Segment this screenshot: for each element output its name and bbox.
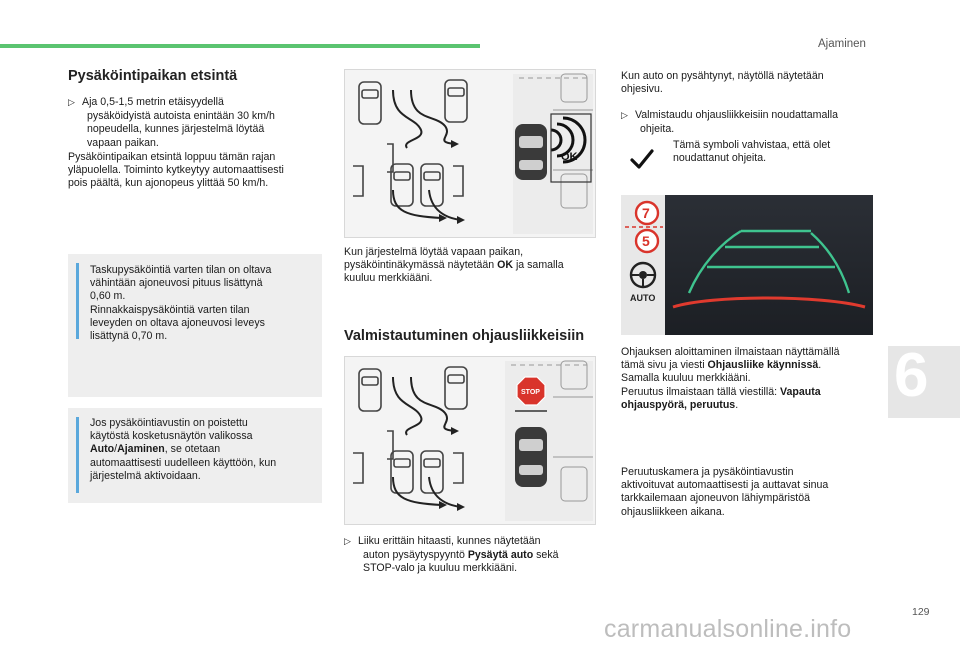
info-bar [76, 417, 79, 493]
instruction-bullet: ▷ Aja 0,5-1,5 metrin etäisyydellä pysäköidyistä autoista enintään 30 km/h nopeudella, kunnes järjestelmä löytää vapaan paikan. [68, 96, 275, 149]
search-limit-paragraph: Pysäköintipaikan etsintä loppuu tämän rajan yläpuolella. Toiminto kytkeytyy automaattisesti pois päältä, kun ajonopeus ylittää 50 km/h. [68, 151, 284, 190]
page-title: Pysäköintipaikan etsintä [68, 68, 238, 84]
watermark: carmanualsonline.info [604, 615, 852, 643]
checkmark-icon [629, 146, 655, 172]
stop-instruction-bullet: ▷ Liiku erittäin hitaasti, kunnes näytetään auton pysäytyspyyntö Pysäytä auto sekä STOP-valo ja kuuluu merkkiääni. [344, 535, 559, 575]
checkmark-explanation: Tämä symboli vahvistaa, että olet noudattanut ohjeita. [673, 139, 831, 165]
manoeuvre-start-paragraph: Ohjauksen aloittaminen ilmaistaan näyttämällä tämä sivu ja viesti Ohjausliike käynnissä. Samalla kuuluu merkkiääni. Peruutus ilmaistaan tällä viestillä: Vapauta ohjauspyörä, peruutus. [621, 346, 840, 411]
info-box-reactivation: Jos pysäköintiavustin on poistettu käytöstä kosketusnäytön valikossa Auto/Ajaminen, se otetaan automaattisesti uudelleen käyttöön, kun järjestelmä aktivoidaan. [68, 408, 322, 503]
info-box-dimensions: Taskupysäköintiä varten tilan on oltava vähintään ajoneuvosi pituus lisättynä 0,60 m. Rinnakkaispysäköintiä varten tilan leveyden on oltava ajoneuvosi leveys lisättynä 0,70 m. [68, 254, 322, 397]
parking-diagram-ok [345, 70, 595, 237]
step-5-icon [636, 230, 658, 252]
info-bar [76, 263, 79, 339]
parking-diagram-stop [345, 357, 595, 524]
svg-text:7: 7 [642, 205, 650, 221]
camera-paragraph: Peruutuskamera ja pysäköintiavustin aktivoituvat automaattisesti ja auttavat sinua tarkkailemaan ajoneuvon lähiympäristöä ohjausliikkeen aikana. [621, 466, 829, 518]
camera-view [621, 195, 873, 335]
ok-label: OK [561, 151, 578, 163]
stop-label: STOP [521, 389, 540, 396]
section-title: Ajaminen [818, 38, 866, 50]
stopped-paragraph: Kun auto on pysähtynyt, näytöllä näytetään ohjesivu. [621, 70, 824, 96]
parking-space-found-illustration [344, 69, 596, 238]
stop-request-illustration [344, 356, 596, 525]
section-heading-preparation: Valmistautuminen ohjausliikkeisiin [344, 328, 585, 344]
auto-label: AUTO [630, 293, 656, 303]
step-7-icon [636, 202, 658, 224]
page-number: 129 [912, 606, 930, 618]
reverse-camera-illustration [621, 195, 873, 335]
bullet-marker-icon: ▷ [621, 111, 628, 121]
svg-text:5: 5 [642, 233, 650, 249]
prepare-bullet: ▷ Valmistaudu ohjausliikkeisiin noudattamalla ohjeita. [621, 109, 838, 136]
header-accent-bar [0, 44, 480, 48]
bullet-marker-icon: ▷ [344, 537, 351, 547]
chapter-tab [888, 341, 960, 418]
bullet-marker-icon: ▷ [68, 98, 75, 108]
chapter-number: 6 [894, 341, 929, 410]
space-found-caption: Kun järjestelmä löytää vapaan paikan, pysäköintinäkymässä näytetään OK ja samalla kuuluu merkkiääni. [344, 246, 564, 285]
